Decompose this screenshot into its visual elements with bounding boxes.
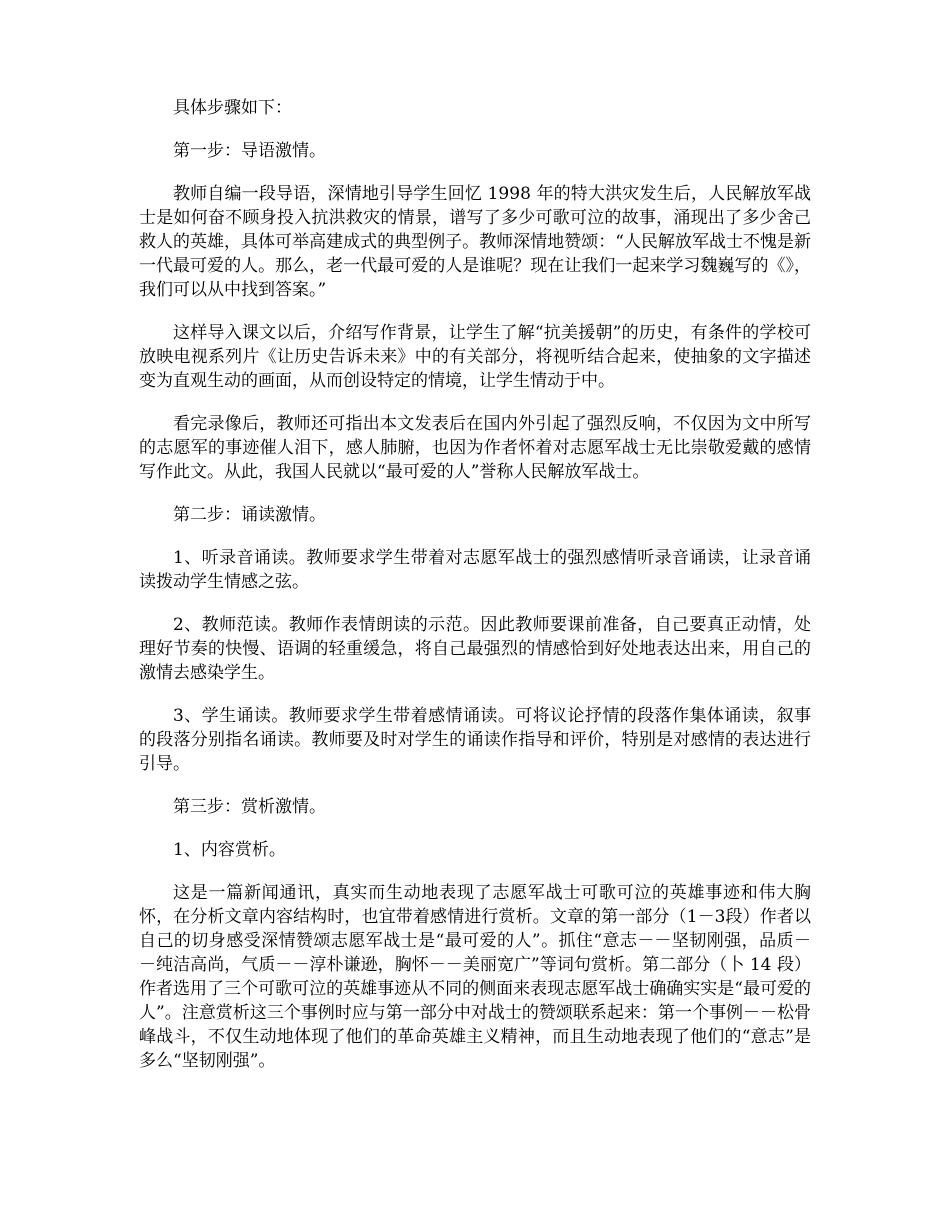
step-two-heading: 第二步：诵读激情。 bbox=[173, 505, 326, 525]
content-appreciation-heading: 1、内容赏析。 bbox=[173, 840, 286, 860]
paragraph-lead-in: 教师自编一段导语，深情地引导学生回忆 1998 年的特大洪灾发生后，人民解放军战士是如何奋不顾身投入抗洪救灾的情景，谱写了多少可歌可泣的故事，涌现出了多少舍己救人的英雄，具体可举高建成式的典型例子。教师深情地赞颂：“人民解放军战士不愧是新一代最可爱的人。那么，老一代最可爱的人是谁呢？现在让我们一起来学习魏巍写的《》，我们可以从中找到答案。” bbox=[139, 184, 811, 300]
paragraph-after-video: 看完录像后，教师还可指出本文发表后在国内外引起了强烈反响，不仅因为文中所写的志愿军的事迹催人泪下，感人肺腑，也因为作者怀着对志愿军战士无比崇敬爱戴的感情写作此文。从此，我国人民就以“最可爱的人”誉称人民解放军战士。 bbox=[139, 414, 811, 482]
step-three-heading: 第三步：赏析激情。 bbox=[173, 797, 326, 817]
paragraph-student-reading: 3、学生诵读。教师要求学生带着感情诵读。可将议论抒情的段落作集体诵读，叙事的段落分别指名诵读。教师要及时对学生的诵读作指导和评价，特别是对感情的表达进行引导。 bbox=[139, 706, 811, 774]
paragraph-background: 这样导入课文以后，介绍写作背景，让学生了解“抗美援朝”的历史，有条件的学校可放映电视系列片《让历史告诉未来》中的有关部分，将视听结合起来，使抽象的文字描述变为直观生动的画面，从而创设特定的情境，让学生情动于中。 bbox=[139, 323, 811, 391]
paragraph-content-analysis: 这是一篇新闻通讯，真实而生动地表现了志愿军战士可歌可泣的英雄事迹和伟大胸怀，在分析文章内容结构时，也宜带着感情进行赏析。文章的第一部分（1－3段）作者以自己的切身感受深情赞颂志愿军战士是“最可爱的人”。抓住“意志－－坚韧刚强，品质－－纯洁高尚，气质－－淳朴谦逊，胸怀－－美丽宽广”等词句赏析。第二部分（卜 14 段）作者选用了三个可歌可泣的英雄事迹从不同的侧面来表现志愿军战士确确实实是“最可爱的人”。注意赏析这三个事例时应与第一部分中对战士的赞颂联系起来：第一个事例－－松骨峰战斗，不仅生动地体现了他们的革命英雄主义精神，而且生动地表现了他们的“意志”是多么“坚韧刚强”。 bbox=[139, 883, 811, 1071]
intro-line: 具体步骤如下： bbox=[173, 98, 292, 118]
step-one-heading: 第一步：导语激情。 bbox=[173, 141, 326, 161]
paragraph-teacher-reading: 2、教师范读。教师作表情朗读的示范。因此教师要课前准备，自己要真正动情，处理好节奏的快慢、语调的轻重缓急，将自己最强烈的情感恰到好处地表达出来，用自己的激情去感染学生。 bbox=[139, 615, 811, 683]
paragraph-listen-recording: 1、听录音诵读。教师要求学生带着对志愿军战士的强烈感情听录音诵读，让录音诵读拨动学生情感之弦。 bbox=[139, 548, 811, 592]
document-body bbox=[139, 96, 811, 1092]
